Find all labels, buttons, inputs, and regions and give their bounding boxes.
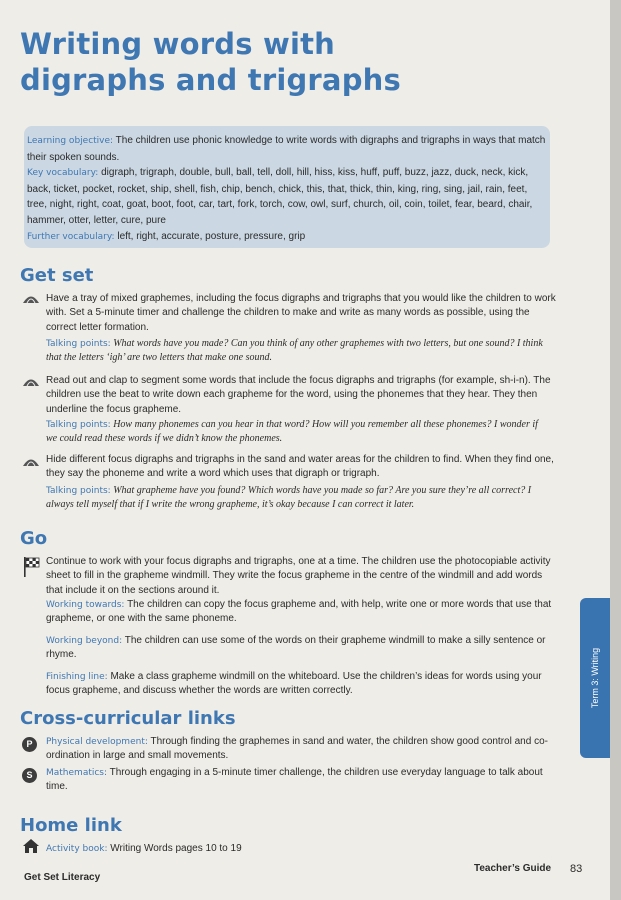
working-beyond bbox=[46, 634, 556, 663]
working-towards-label: Working towards: bbox=[46, 600, 125, 610]
go-heading: Go bbox=[20, 528, 48, 549]
physical-development-badge: P bbox=[22, 737, 37, 752]
talking-points-label: Talking points: bbox=[46, 339, 111, 349]
activity-book bbox=[46, 842, 556, 856]
working-beyond-text: The children can use some of the words on their grapheme windmill to make a silly sentence or rhyme. bbox=[46, 635, 546, 661]
get-set-item-3-talking-points bbox=[46, 484, 551, 513]
home-link-heading: Home link bbox=[20, 815, 122, 836]
page-number: 83 bbox=[570, 863, 583, 875]
house-icon bbox=[22, 838, 40, 854]
finishing-line-label: Finishing line: bbox=[46, 672, 108, 682]
get-set-item-1-text: Have a tray of mixed graphemes, including the focus digraphs and trigraphs that you would like the children to work with. Set a 5-minute timer and challenge the children to make and write as many words as possible, using the correct letter formation. bbox=[46, 293, 556, 333]
further-vocabulary-label: Further vocabulary: bbox=[27, 231, 115, 242]
talking-points-label: Talking points: bbox=[46, 486, 111, 496]
mathematics-label: Mathematics: bbox=[46, 768, 108, 778]
mathematics bbox=[46, 766, 556, 795]
get-set-heading: Get set bbox=[20, 265, 94, 286]
get-set-item-1-talking-points bbox=[46, 337, 551, 366]
talking-points-text: How many phonemes can you hear in that word? How will you remember all these phonemes? I wonder if we could read these words if we didn’t know the phonemes. bbox=[46, 419, 538, 445]
activity-book-label: Activity book: bbox=[46, 844, 108, 854]
physical-development-label: Physical development: bbox=[46, 737, 148, 747]
physical-development bbox=[46, 735, 556, 764]
finishing-line-text: Make a class grapheme windmill on the whiteboard. Use the children’s ideas for words using your focus grapheme, and discuss whether the words are written correctly. bbox=[46, 671, 542, 697]
talking-points-label: Talking points: bbox=[46, 420, 111, 430]
mathematics-text: Through engaging in a 5-minute timer challenge, the children use everyday language to talk about time. bbox=[46, 767, 543, 793]
talking-points-text: What grapheme have you found? Which words have you made so far? Are you sure they’re all correct? I always tell myself that if I write the wrong grapheme, it’s okay because I can correct it later. bbox=[46, 485, 532, 511]
activity-book-text: Writing Words pages 10 to 19 bbox=[110, 843, 242, 854]
get-set-item-2-talking-points bbox=[46, 418, 551, 447]
objectives-text bbox=[27, 133, 547, 245]
term-tab-label: Term 3: Writing bbox=[590, 647, 600, 709]
working-towards bbox=[46, 598, 556, 627]
sand-mound-icon bbox=[22, 455, 40, 467]
page-title: Writing words with digraphs and trigraphs bbox=[20, 27, 401, 97]
footer-guide: Teacher’s Guide bbox=[474, 863, 552, 874]
learning-objective-text: The children use phonic knowledge to write words with digraphs and trigraphs in ways that match their spoken sounds. bbox=[27, 135, 546, 163]
working-towards-text: The children can copy the focus grapheme and, with help, write one or more words that use that grapheme, or one with the same phoneme. bbox=[46, 599, 552, 625]
footer-series: Get Set Literacy bbox=[24, 872, 101, 883]
learning-objective-label: Learning objective: bbox=[27, 136, 114, 146]
cross-curricular-heading: Cross-curricular links bbox=[20, 708, 236, 729]
talking-points-text: What words have you made? Can you think of any other graphemes with two letters, but one sound? I think that the letters ‘igh’ are two letters that make one sound. bbox=[46, 338, 543, 364]
key-vocabulary-label: Key vocabulary: bbox=[27, 168, 99, 179]
working-beyond-label: Working beyond: bbox=[46, 636, 123, 646]
term-tab bbox=[580, 598, 610, 758]
go-text: Continue to work with your focus digraphs and trigraphs, one at a time. The children use the photocopiable activity sheet to fill in the grapheme windmill. They write the focus grapheme in the centre of the windmill and add words that include it on the sections around it. bbox=[46, 556, 551, 596]
mathematics-badge: S bbox=[22, 768, 37, 783]
finishing-line bbox=[46, 670, 556, 699]
physical-development-text: Through finding the graphemes in sand and water, the children show good control and co-ordination in large and small movements. bbox=[46, 736, 548, 762]
sand-mound-icon bbox=[22, 375, 40, 387]
further-vocabulary-text: left, right, accurate, posture, pressure, grip bbox=[117, 230, 306, 242]
page-edge bbox=[610, 0, 621, 900]
checkered-flag-icon bbox=[22, 556, 40, 578]
get-set-item-3-text: Hide different focus digraphs and trigraphs in the sand and water areas for the children to find. When they find one, they say the phoneme and write a word which uses that digraph or trigraph. bbox=[46, 454, 554, 480]
key-vocabulary-text: digraph, trigraph, double, bull, ball, tell, doll, hill, hiss, kiss, huff, puff, buzz, jazz, duck, neck, kick, back, ticket, pocket, rocket, ship, shell, fish, chip, bench, chick, this, that, thick, thin, king, ring, sing, jail, rain, feet, tree, night, right, coat, goat, boot, foot, car, tart, fork, torch, cow, owl, surf, church, oil, coin, toilet, fear, beard, chair, hammer, otter, letter, cure, pure bbox=[27, 167, 533, 226]
get-set-item-2-text: Read out and clap to segment some words that include the focus digraphs and trigraphs (for example, sh-i-n). The children use the beat to write down each grapheme for the word, using the phonemes that they hear. They then underline the focus grapheme. bbox=[46, 375, 551, 415]
sand-mound-icon bbox=[22, 292, 40, 304]
